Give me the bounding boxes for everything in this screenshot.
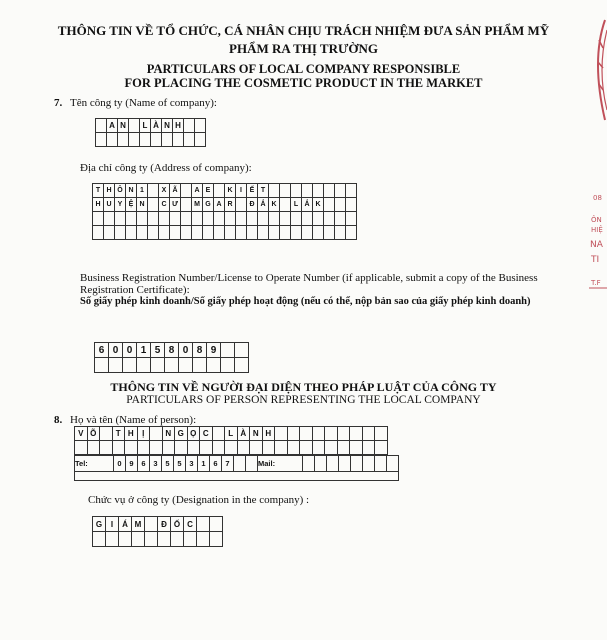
grid-cell: Ị bbox=[137, 427, 150, 441]
grid-cell: V bbox=[75, 427, 88, 441]
grid-cell bbox=[269, 184, 280, 198]
grid-cell: Á bbox=[119, 517, 132, 532]
grid-cell bbox=[221, 358, 235, 373]
grid-cell bbox=[337, 441, 350, 455]
grid-cell bbox=[258, 226, 269, 240]
grid-cell bbox=[170, 226, 181, 240]
grid-cell bbox=[173, 133, 184, 147]
grid-cell bbox=[159, 226, 170, 240]
grid-row-empty bbox=[96, 133, 206, 147]
grid-cell bbox=[184, 119, 195, 133]
grid-cell: M bbox=[192, 198, 203, 212]
grid-cell bbox=[93, 532, 106, 547]
grid-cell bbox=[100, 441, 113, 455]
grid-cell bbox=[87, 441, 100, 455]
grid-cell bbox=[335, 198, 346, 212]
svg-text:TI: TI bbox=[591, 255, 600, 265]
tel-digit-cell: 0 bbox=[114, 456, 126, 472]
grid-cell: 0 bbox=[109, 343, 123, 358]
grid-cell: Ệ bbox=[126, 198, 137, 212]
grid-cell bbox=[150, 427, 163, 441]
grid-cell: K bbox=[269, 198, 280, 212]
grid-cell bbox=[250, 441, 263, 455]
grid-cell bbox=[350, 427, 363, 441]
grid-cell bbox=[214, 184, 225, 198]
grid-row bbox=[93, 517, 223, 532]
grid-cell bbox=[197, 532, 210, 547]
grid-cell bbox=[96, 119, 107, 133]
grid-cell bbox=[280, 212, 291, 226]
grid-cell bbox=[137, 226, 148, 240]
grid-row bbox=[93, 226, 357, 240]
grid-cell: G bbox=[93, 517, 106, 532]
header-vn-line2: PHẨM RA THỊ TRƯỜNG bbox=[229, 41, 378, 56]
grid-cell: N bbox=[118, 119, 129, 133]
grid-cell bbox=[148, 212, 159, 226]
grid-cell: A bbox=[107, 119, 118, 133]
designation-grid bbox=[92, 516, 223, 547]
grid-cell: H bbox=[173, 119, 184, 133]
grid-cell bbox=[275, 441, 288, 455]
grid-cell: Đ bbox=[158, 517, 171, 532]
grid-cell bbox=[346, 184, 357, 198]
tel-label: Tel: bbox=[75, 456, 114, 472]
grid-cell bbox=[181, 184, 192, 198]
tel-digit-cell: 6 bbox=[138, 456, 150, 472]
grid-cell bbox=[234, 456, 246, 472]
grid-cell: 8 bbox=[165, 343, 179, 358]
grid-cell bbox=[193, 358, 207, 373]
grid-cell bbox=[350, 441, 363, 455]
grid-cell: E bbox=[203, 184, 214, 198]
grid-cell bbox=[207, 358, 221, 373]
grid-cell bbox=[287, 441, 300, 455]
grid-cell: T bbox=[258, 184, 269, 198]
grid-cell bbox=[325, 441, 338, 455]
grid-row-empty bbox=[75, 472, 399, 481]
grid-cell bbox=[129, 119, 140, 133]
grid-cell bbox=[192, 212, 203, 226]
grid-cell bbox=[195, 133, 206, 147]
tel-digit-cell: 5 bbox=[174, 456, 186, 472]
grid-cell bbox=[225, 212, 236, 226]
grid-cell: 1 bbox=[137, 343, 151, 358]
grid-cell bbox=[287, 427, 300, 441]
grid-cell bbox=[181, 212, 192, 226]
grid-cell bbox=[140, 133, 151, 147]
grid-cell: L bbox=[225, 427, 238, 441]
grid-row bbox=[93, 212, 357, 226]
grid-cell: K bbox=[313, 198, 324, 212]
grid-cell bbox=[200, 441, 213, 455]
grid-cell: C bbox=[184, 517, 197, 532]
registration-number-grid bbox=[94, 342, 249, 373]
grid-cell bbox=[93, 226, 104, 240]
grid-cell bbox=[106, 532, 119, 547]
grid-cell bbox=[184, 532, 197, 547]
grid-cell bbox=[75, 441, 88, 455]
grid-cell bbox=[262, 441, 275, 455]
grid-cell bbox=[214, 226, 225, 240]
grid-cell bbox=[214, 212, 225, 226]
grid-cell: Ố bbox=[171, 517, 184, 532]
tel-digit-cell: 6 bbox=[210, 456, 222, 472]
grid-cell: M bbox=[132, 517, 145, 532]
grid-cell bbox=[324, 212, 335, 226]
grid-cell bbox=[93, 212, 104, 226]
grid-cell bbox=[236, 226, 247, 240]
grid-cell: Ắ bbox=[302, 198, 313, 212]
grid-cell bbox=[212, 441, 225, 455]
grid-cell bbox=[170, 212, 181, 226]
grid-cell bbox=[346, 198, 357, 212]
grid-cell: Ắ bbox=[258, 198, 269, 212]
grid-cell: T bbox=[112, 427, 125, 441]
grid-cell bbox=[195, 119, 206, 133]
grid-cell bbox=[291, 212, 302, 226]
grid-row bbox=[95, 343, 249, 358]
grid-row-empty bbox=[95, 358, 249, 373]
grid-cell bbox=[187, 441, 200, 455]
grid-cell bbox=[375, 441, 388, 455]
mail-cell bbox=[315, 456, 327, 472]
grid-cell: 9 bbox=[207, 343, 221, 358]
grid-cell bbox=[258, 212, 269, 226]
grid-cell bbox=[335, 212, 346, 226]
grid-cell bbox=[96, 133, 107, 147]
grid-cell: À bbox=[151, 119, 162, 133]
grid-cell bbox=[210, 532, 223, 547]
grid-cell bbox=[346, 212, 357, 226]
tel-digit-cell: 3 bbox=[150, 456, 162, 472]
grid-cell: X bbox=[159, 184, 170, 198]
grid-cell bbox=[210, 517, 223, 532]
designation-label: Chức vụ ở công ty (Designation in the company) : bbox=[88, 494, 310, 506]
grid-cell bbox=[118, 133, 129, 147]
grid-cell bbox=[162, 441, 175, 455]
tel-mail-grid bbox=[74, 455, 399, 481]
grid-cell bbox=[291, 226, 302, 240]
grid-cell bbox=[181, 198, 192, 212]
svg-text:ÔN: ÔN bbox=[591, 216, 602, 224]
grid-cell bbox=[148, 226, 159, 240]
grid-cell bbox=[137, 441, 150, 455]
svg-text:HIỆ: HIỆ bbox=[591, 226, 603, 234]
grid-cell bbox=[375, 427, 388, 441]
grid-cell: K bbox=[225, 184, 236, 198]
grid-cell: L bbox=[291, 198, 302, 212]
grid-cell bbox=[203, 212, 214, 226]
grid-cell: R bbox=[225, 198, 236, 212]
grid-cell bbox=[132, 532, 145, 547]
company-name-grid bbox=[95, 118, 206, 147]
grid-cell bbox=[104, 226, 115, 240]
svg-text:NA: NA bbox=[590, 240, 603, 250]
grid-row bbox=[75, 427, 388, 441]
grid-cell bbox=[362, 427, 375, 441]
grid-cell: Đ bbox=[247, 198, 258, 212]
grid-cell bbox=[115, 226, 126, 240]
grid-cell bbox=[346, 226, 357, 240]
grid-cell bbox=[150, 441, 163, 455]
grid-cell bbox=[145, 517, 158, 532]
grid-cell bbox=[148, 198, 159, 212]
grid-cell bbox=[159, 212, 170, 226]
registration-label-vn: Số giấy phép kinh doanh/Số giấy phép hoạt động (nếu có thể, nộp bản sao của giấy phép kinh doanh) bbox=[80, 296, 531, 307]
company-name-label: Tên công ty (Name of company): bbox=[70, 97, 217, 109]
stamp-fragment-icon bbox=[587, 0, 607, 640]
grid-cell: H bbox=[262, 427, 275, 441]
grid-row bbox=[93, 198, 357, 212]
grid-cell: C bbox=[159, 198, 170, 212]
grid-cell bbox=[119, 532, 132, 547]
company-address-grid bbox=[92, 183, 357, 240]
grid-cell: N bbox=[250, 427, 263, 441]
grid-row-empty bbox=[93, 532, 223, 547]
tel-mail-row bbox=[75, 456, 399, 472]
grid-cell bbox=[148, 184, 159, 198]
grid-cell bbox=[151, 133, 162, 147]
grid-cell bbox=[313, 226, 324, 240]
section8-number: 8. bbox=[54, 414, 63, 426]
grid-cell: Ọ bbox=[187, 427, 200, 441]
grid-cell: A bbox=[192, 184, 203, 198]
grid-cell bbox=[324, 226, 335, 240]
grid-cell: H bbox=[125, 427, 138, 441]
tel-digit-cell: 5 bbox=[162, 456, 174, 472]
header-vn-line1: THÔNG TIN VỀ TỔ CHỨC, CÁ NHÂN CHỊU TRÁCH NHIỆM ĐƯA SẢN PHẨM MỸ bbox=[57, 23, 550, 38]
mail-cell bbox=[351, 456, 363, 472]
mail-cell bbox=[375, 456, 387, 472]
grid-cell bbox=[362, 441, 375, 455]
header-en-line2: FOR PLACING THE COSMETIC PRODUCT IN THE MARKET bbox=[124, 76, 483, 90]
grid-cell bbox=[137, 358, 151, 373]
svg-text:08: 08 bbox=[593, 194, 602, 202]
header-en-line1: PARTICULARS OF LOCAL COMPANY RESPONSIBLE bbox=[146, 62, 461, 76]
grid-cell: N bbox=[137, 198, 148, 212]
grid-cell: L bbox=[140, 119, 151, 133]
grid-cell bbox=[300, 427, 313, 441]
grid-cell: 0 bbox=[123, 343, 137, 358]
grid-cell bbox=[203, 226, 214, 240]
grid-cell: N bbox=[126, 184, 137, 198]
rep-header-en: PARTICULARS OF PERSON REPRESENTING THE LOCAL COMPANY bbox=[126, 394, 481, 406]
grid-cell bbox=[192, 226, 203, 240]
mail-cell bbox=[387, 456, 399, 472]
mail-cell bbox=[363, 456, 375, 472]
mail-cell bbox=[303, 456, 315, 472]
section7-number: 7. bbox=[54, 97, 63, 109]
grid-cell bbox=[337, 427, 350, 441]
grid-cell bbox=[312, 441, 325, 455]
grid-cell bbox=[280, 184, 291, 198]
grid-cell bbox=[126, 212, 137, 226]
grid-cell: G bbox=[175, 427, 188, 441]
grid-cell: Ô bbox=[115, 184, 126, 198]
grid-cell bbox=[225, 226, 236, 240]
grid-cell: 0 bbox=[179, 343, 193, 358]
grid-cell bbox=[137, 212, 148, 226]
grid-cell bbox=[236, 198, 247, 212]
grid-cell bbox=[280, 198, 291, 212]
grid-row bbox=[93, 184, 357, 198]
grid-cell bbox=[184, 133, 195, 147]
grid-row bbox=[96, 119, 206, 133]
grid-cell bbox=[236, 212, 247, 226]
grid-cell bbox=[109, 358, 123, 373]
svg-text:T.F: T.F bbox=[591, 279, 601, 287]
grid-cell bbox=[175, 441, 188, 455]
grid-cell bbox=[145, 532, 158, 547]
grid-cell bbox=[269, 212, 280, 226]
company-address-label: Địa chỉ công ty (Address of company): bbox=[80, 162, 252, 174]
tel-digit-cell: 1 bbox=[198, 456, 210, 472]
grid-cell bbox=[115, 212, 126, 226]
mail-cell bbox=[327, 456, 339, 472]
grid-cell: G bbox=[203, 198, 214, 212]
grid-cell: Y bbox=[115, 198, 126, 212]
grid-cell bbox=[235, 343, 249, 358]
person-name-label: Họ và tên (Name of person): bbox=[70, 414, 197, 426]
grid-cell bbox=[235, 358, 249, 373]
grid-cell bbox=[225, 441, 238, 455]
grid-cell: I bbox=[106, 517, 119, 532]
grid-cell: Ã bbox=[170, 184, 181, 198]
grid-cell bbox=[129, 133, 140, 147]
grid-cell bbox=[104, 212, 115, 226]
grid-cell bbox=[247, 226, 258, 240]
grid-cell bbox=[100, 427, 113, 441]
grid-cell bbox=[197, 517, 210, 532]
tel-digit-cell: 7 bbox=[222, 456, 234, 472]
grid-cell bbox=[237, 441, 250, 455]
grid-cell bbox=[300, 441, 313, 455]
tel-digit-cell: 3 bbox=[186, 456, 198, 472]
grid-cell: U bbox=[104, 198, 115, 212]
grid-cell bbox=[312, 427, 325, 441]
grid-cell bbox=[221, 343, 235, 358]
mail-cell bbox=[339, 456, 351, 472]
grid-cell bbox=[335, 226, 346, 240]
grid-cell bbox=[275, 427, 288, 441]
grid-cell: Õ bbox=[87, 427, 100, 441]
grid-cell bbox=[325, 427, 338, 441]
grid-cell bbox=[123, 358, 137, 373]
grid-cell bbox=[324, 198, 335, 212]
grid-cell: N bbox=[162, 427, 175, 441]
tel-digit-cell: 9 bbox=[126, 456, 138, 472]
grid-cell bbox=[302, 226, 313, 240]
grid-cell bbox=[95, 358, 109, 373]
grid-cell bbox=[335, 184, 346, 198]
grid-cell: T bbox=[93, 184, 104, 198]
person-name-grid bbox=[74, 426, 388, 455]
grid-cell: 6 bbox=[95, 343, 109, 358]
grid-cell bbox=[324, 184, 335, 198]
grid-cell bbox=[112, 441, 125, 455]
grid-cell: N bbox=[162, 119, 173, 133]
grid-cell bbox=[302, 212, 313, 226]
grid-cell bbox=[302, 184, 313, 198]
grid-cell: 1 bbox=[137, 184, 148, 198]
grid-cell bbox=[158, 532, 171, 547]
grid-cell bbox=[181, 226, 192, 240]
grid-cell: A bbox=[214, 198, 225, 212]
grid-cell bbox=[246, 456, 258, 472]
grid-cell bbox=[269, 226, 280, 240]
grid-cell: 5 bbox=[151, 343, 165, 358]
grid-cell bbox=[171, 532, 184, 547]
grid-cell bbox=[313, 212, 324, 226]
grid-cell bbox=[247, 212, 258, 226]
grid-cell bbox=[126, 226, 137, 240]
grid-cell bbox=[313, 184, 324, 198]
mail-label: Mail: bbox=[258, 456, 303, 472]
rep-header-vn: THÔNG TIN VỀ NGƯỜI ĐẠI DIỆN THEO PHÁP LUẬT CỦA CÔNG TY bbox=[110, 380, 497, 394]
grid-cell bbox=[212, 427, 225, 441]
grid-cell: 8 bbox=[193, 343, 207, 358]
grid-cell bbox=[151, 358, 165, 373]
grid-cell: Ư bbox=[170, 198, 181, 212]
grid-cell bbox=[107, 133, 118, 147]
grid-cell: I bbox=[236, 184, 247, 198]
grid-row-empty bbox=[75, 441, 388, 455]
grid-cell: C bbox=[200, 427, 213, 441]
grid-cell: Ế bbox=[247, 184, 258, 198]
grid-cell: H bbox=[104, 184, 115, 198]
grid-cell bbox=[162, 133, 173, 147]
registration-label-en: Business Registration Number/License to Operate Number (if applicable, submit a copy of the Business Registration Certificate): bbox=[80, 272, 538, 296]
grid-cell: À bbox=[237, 427, 250, 441]
grid-cell bbox=[291, 184, 302, 198]
grid-cell bbox=[75, 472, 399, 481]
grid-cell: H bbox=[93, 198, 104, 212]
grid-cell bbox=[280, 226, 291, 240]
grid-cell bbox=[165, 358, 179, 373]
grid-cell bbox=[179, 358, 193, 373]
grid-cell bbox=[125, 441, 138, 455]
